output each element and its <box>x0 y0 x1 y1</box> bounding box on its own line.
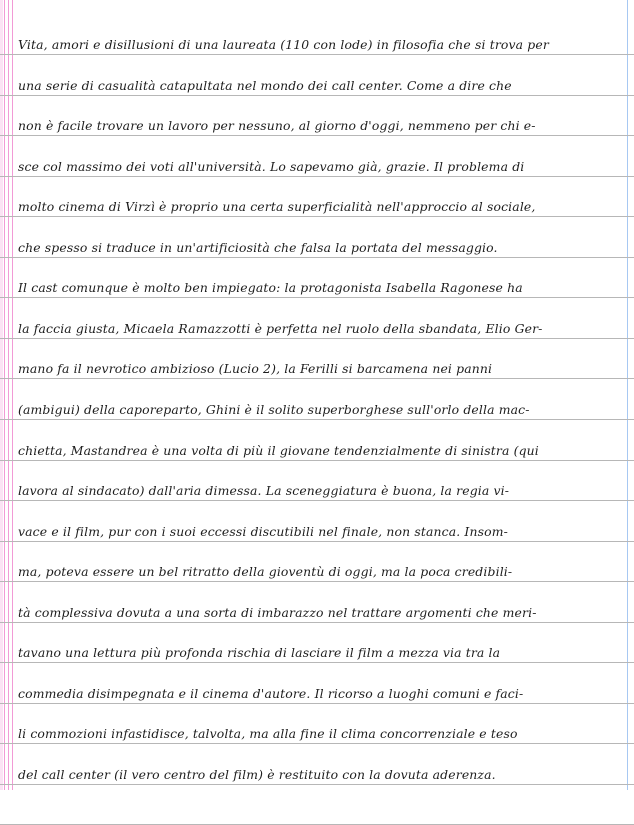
text-line: Vita, amori e disillusioni di una laureata (110 con lode) in filosofia che si trova per <box>18 37 549 52</box>
ruled-line <box>0 581 634 582</box>
text-line: una serie di casualità catapultata nel mondo dei call center. Come a dire che <box>18 78 512 93</box>
text-line: ma, poteva essere un bel ritratto della gioventù di oggi, ma la poca credibili- <box>18 564 513 579</box>
ruled-line <box>0 216 634 217</box>
text-line: commedia disimpegnata e il cinema d'autore. Il ricorso a luoghi comuni e faci- <box>18 686 524 701</box>
text-line: che spesso si traduce in un'artificiosità che falsa la portata del messaggio. <box>18 240 498 255</box>
ruled-line <box>0 95 634 96</box>
ruled-line <box>0 378 634 379</box>
ruled-line <box>0 662 634 663</box>
text-line: tà complessiva dovuta a una sorta di imbarazzo nel trattare argomenti che meri- <box>18 605 537 620</box>
ruled-line <box>0 541 634 542</box>
ruled-line <box>0 419 634 420</box>
ruled-line <box>0 703 634 704</box>
text-line: la faccia giusta, Micaela Ramazzotti è perfetta nel ruolo della sbandata, Elio Ger- <box>18 321 543 336</box>
text-line: lavora al sindacato) dall'aria dimessa. La sceneggiatura è buona, la regia vi- <box>18 483 510 498</box>
text-line: chietta, Mastandrea è una volta di più il giovane tendenzialmente di sinistra (qui <box>18 443 539 458</box>
text-line: non è facile trovare un lavoro per nessuno, al giorno d'oggi, nemmeno per chi e- <box>18 118 536 133</box>
ruled-line <box>0 338 634 339</box>
ruled-line <box>0 784 634 785</box>
ruled-line <box>0 176 634 177</box>
ruled-line <box>0 743 634 744</box>
text-line: mano fa il nevrotico ambizioso (Lucio 2), la Ferilli si barcamena nei panni <box>18 361 493 376</box>
text-line: tavano una lettura più profonda rischia di lasciare il film a mezza via tra la <box>18 645 501 660</box>
text-line: molto cinema di Virzì è proprio una certa superficialità nell'approccio al sociale, <box>18 199 536 214</box>
text-line: sce col massimo dei voti all'università. Lo sapevamo già, grazie. Il problema di <box>18 159 525 174</box>
ruled-line <box>0 54 634 55</box>
text-line: del call center (il vero centro del film) è restituito con la dovuta aderenza. <box>18 767 496 782</box>
ruled-line <box>0 257 634 258</box>
ruled-line <box>0 500 634 501</box>
ruled-line <box>0 460 634 461</box>
text-line: vace e il film, pur con i suoi eccessi discutibili nel finale, non stanca. Insom- <box>18 524 508 539</box>
ruled-line <box>0 297 634 298</box>
text-line: (ambigui) della caporeparto, Ghini è il solito superborghese sull'orlo della mac- <box>18 402 530 417</box>
ruled-line <box>0 622 634 623</box>
text-line: Il cast comunque è molto ben impiegato: la protagonista Isabella Ragonese ha <box>18 280 523 295</box>
ruled-line <box>0 135 634 136</box>
text-line: li commozioni infastidisce, talvolta, ma alla fine il clima concorrenziale e teso <box>18 726 518 741</box>
